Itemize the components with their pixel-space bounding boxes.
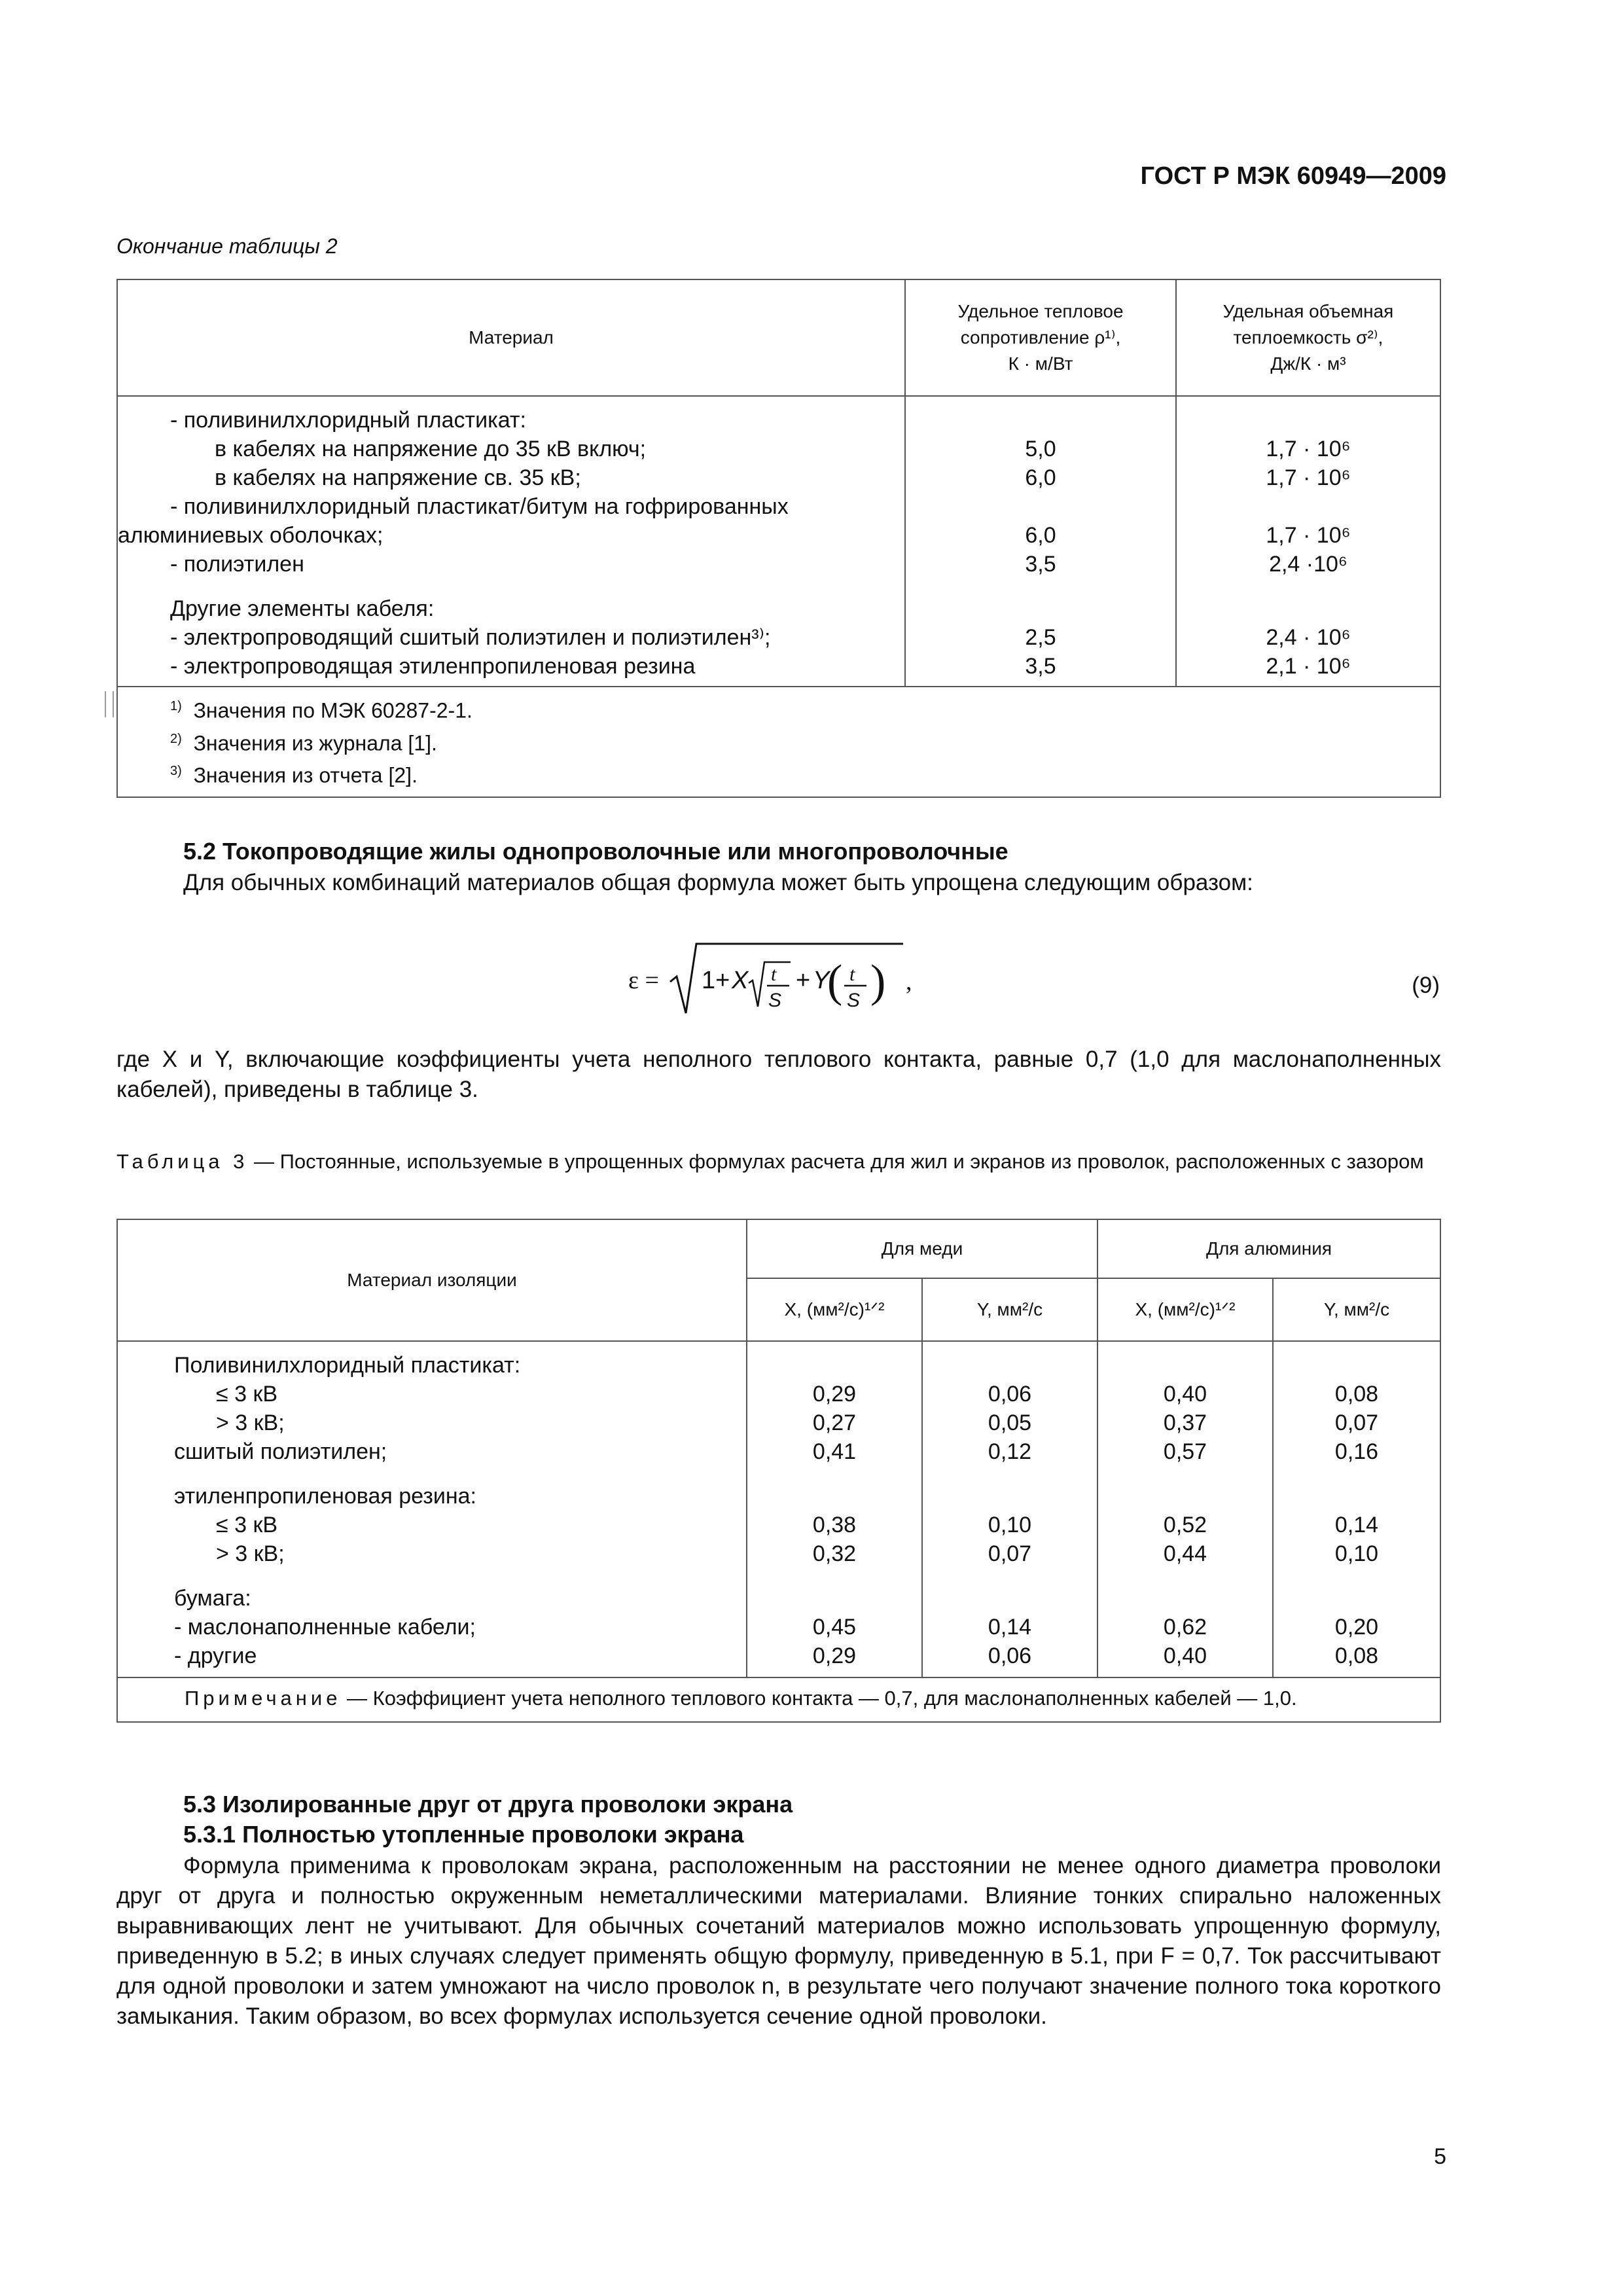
table-gap xyxy=(1098,1466,1272,1482)
table-value: 2,5 xyxy=(1025,625,1056,650)
table-text-line: Поливинилхлоридный пластикат: xyxy=(174,1353,521,1378)
note-text: — Коэффициент учета неполного теплового контакта — 0,7, для маслонаполненных кабелей — 1,0. xyxy=(341,1687,1297,1710)
table-text-line: ≤ 3 кВ xyxy=(216,1513,278,1537)
header-capacity-line: теплоемкость σ²⁾, xyxy=(1233,327,1383,348)
table-2 xyxy=(116,279,1441,798)
table2-header-capacity xyxy=(1176,279,1440,396)
table-value: 2,4 ·10⁶ xyxy=(1269,552,1347,577)
table3-note xyxy=(117,1677,1440,1722)
table3-al-y-column xyxy=(1273,1341,1440,1677)
footnote xyxy=(170,692,1440,725)
formula-one: 1+ xyxy=(702,967,730,994)
table-text-line: > 3 кВ; xyxy=(216,1410,285,1435)
footnote xyxy=(170,757,1440,790)
table-value: 3,5 xyxy=(1025,552,1056,577)
table-value: 0,05 xyxy=(988,1410,1032,1435)
table-text-line xyxy=(118,579,904,594)
table2-resistivity-column xyxy=(905,396,1176,687)
table3-cu-x-column xyxy=(747,1341,922,1677)
table-value: 0,57 xyxy=(1163,1439,1207,1464)
header-material-text: Материал xyxy=(469,327,554,348)
table-gap xyxy=(118,1568,746,1584)
table2-material-column xyxy=(117,396,905,687)
table-value: 6,0 xyxy=(1025,523,1056,548)
table-text-line: - поливинилхлоридный пластикат/битум на гофрированных xyxy=(170,494,789,519)
table-value: 0,20 xyxy=(1334,1615,1379,1640)
formula-comma: , xyxy=(906,968,912,996)
table-value: 0,32 xyxy=(812,1541,857,1566)
header-aluminium-text: Для алюминия xyxy=(1206,1238,1332,1259)
table-value xyxy=(906,594,1175,623)
table-value xyxy=(923,1584,1097,1613)
table-text-line: - электропроводящая этиленпропиленовая резина xyxy=(170,654,696,679)
table-value: 2,1 · 10⁶ xyxy=(1266,654,1351,679)
note-label: Примечание xyxy=(185,1687,342,1710)
footnote-text: Значения из отчета [2]. xyxy=(193,763,418,787)
table-value: 0,07 xyxy=(988,1541,1032,1566)
table-value: 0,62 xyxy=(1163,1615,1207,1640)
formula-t2: t xyxy=(849,963,855,985)
section-5-3-1-heading: 5.3.1 Полностью утопленные проволоки экрана xyxy=(183,1821,744,1848)
table-value: 0,06 xyxy=(988,1382,1032,1407)
page-number: 5 xyxy=(1434,2144,1446,2169)
table-value: 2,4 · 10⁶ xyxy=(1266,625,1351,650)
table-gap xyxy=(1098,1568,1272,1584)
table3-header-al-y: Y, мм²/с xyxy=(1273,1278,1440,1341)
section-5-3-heading: 5.3 Изолированные друг от друга проволоки экрана xyxy=(183,1791,793,1818)
table-value xyxy=(906,579,1175,594)
header-resistivity-line: сопротивление ρ¹⁾, xyxy=(960,327,1121,348)
header-material-text: Материал изоляции xyxy=(347,1270,517,1290)
table-value: 0,12 xyxy=(988,1439,1032,1464)
table-value: 0,14 xyxy=(988,1615,1032,1640)
table-value: 0,44 xyxy=(1163,1541,1207,1566)
formula-s: S xyxy=(768,990,782,1011)
table-value xyxy=(1098,1351,1272,1380)
table3-material-column xyxy=(117,1341,747,1677)
header-resistivity-line: К · м/Вт xyxy=(1008,353,1073,374)
table3-header-aluminium xyxy=(1097,1219,1440,1278)
table-value xyxy=(1274,1584,1440,1613)
table3-header-copper xyxy=(747,1219,1097,1278)
table-value xyxy=(923,1482,1097,1511)
table-value xyxy=(1274,1482,1440,1511)
table-value xyxy=(747,1584,921,1613)
footnote-mark: 2) xyxy=(170,731,182,746)
table-text-line: Другие элементы кабеля: xyxy=(170,596,435,621)
table-value: 0,29 xyxy=(812,1643,857,1668)
table3-caption-text: — Постоянные, используемые в упрощенных формулах расчета для жил и экранов из проволок, расположенных с зазором xyxy=(248,1150,1424,1173)
table-gap xyxy=(747,1568,921,1584)
table2-header-material xyxy=(117,279,905,396)
section-5-2-heading: 5.2 Токопроводящие жилы однопроволочные или многопроволочные xyxy=(183,838,1008,865)
table3-header-material xyxy=(117,1219,747,1341)
margin-mark xyxy=(105,691,114,717)
table-text-line: - полиэтилен xyxy=(170,552,304,577)
formula-paren-open: ( xyxy=(827,956,843,1007)
table-value: 0,08 xyxy=(1334,1382,1379,1407)
section-5-2-after: где X и Y, включающие коэффициенты учета неполного теплового контакта, равные 0,7 (1,0 для маслонаполненных кабелей), приведены в таблице 3. xyxy=(116,1047,1441,1102)
table-value: 1,7 · 10⁶ xyxy=(1266,437,1351,461)
table3-header-cu-y: Y, мм²/с xyxy=(922,1278,1097,1341)
table-value: 0,41 xyxy=(812,1439,857,1464)
section-5-3-1-paragraph: Формула применима к проволокам экрана, расположенным на расстоянии не менее одного диаметра проволоки друг от друга и полностью окруженным неметаллическими материалами. Влияние тонких спирально наложенных выравнивающих лент не учитывают. Для обычных сочетаний материалов можно использовать упрощенную формулу, приведенную в 5.2; в иных случаях следует применять общую формулу, приведенную в 5.1, при F = 0,7. Ток рассчитывают для одной проволоки и затем умножают на число проволок n, в результате чего получают значение полного тока короткого замыкания. Таким образом, во всех формулах используется сечение одной проволоки. xyxy=(116,1853,1441,2029)
header-resistivity-line: Удельное тепловое xyxy=(957,301,1124,321)
table3-header-al-x: X, (мм²/с)¹ᐟ² xyxy=(1097,1278,1273,1341)
table-text-line: сшитый полиэтилен; xyxy=(174,1439,387,1464)
table-gap xyxy=(1274,1466,1440,1482)
table-value: 6,0 xyxy=(1025,465,1056,490)
table2-header-resistivity xyxy=(905,279,1176,396)
header-capacity-line: Удельная объемная xyxy=(1222,301,1394,321)
table-value xyxy=(923,1351,1097,1380)
table-value xyxy=(1177,406,1440,435)
footnote xyxy=(170,725,1440,758)
table-text-line: этиленпропиленовая резина: xyxy=(174,1484,476,1509)
table-gap xyxy=(923,1466,1097,1482)
table2-capacity-column xyxy=(1176,396,1440,687)
table-text-line: - другие xyxy=(174,1643,257,1668)
table-text-line: в кабелях на напряжение св. 35 кВ; xyxy=(215,465,581,490)
table-value: 0,40 xyxy=(1163,1643,1207,1668)
document-header: ГОСТ Р МЭК 60949—2009 xyxy=(1140,162,1446,190)
header-copper-text: Для меди xyxy=(881,1238,963,1259)
table-value xyxy=(747,1482,921,1511)
table-value: 0,37 xyxy=(1163,1410,1207,1435)
table-value: 0,08 xyxy=(1334,1643,1379,1668)
table-text-line: - маслонаполненные кабели; xyxy=(174,1615,476,1640)
table3-caption-label: Таблица 3 xyxy=(116,1150,249,1173)
table-value: 0,07 xyxy=(1334,1410,1379,1435)
table-value xyxy=(1177,594,1440,623)
table-value xyxy=(1098,1584,1272,1613)
table-text-line: - поливинилхлоридный пластикат: xyxy=(170,408,526,433)
table-text-line: > 3 кВ; xyxy=(216,1541,285,1566)
table-gap xyxy=(118,1466,746,1482)
formula-number: (9) xyxy=(1412,973,1440,998)
formula-s2: S xyxy=(847,990,861,1011)
table-value: 0,27 xyxy=(812,1410,857,1435)
footnote-mark: 1) xyxy=(170,699,182,713)
footnote-text: Значения по МЭК 60287-2-1. xyxy=(193,698,473,723)
formula-y: Y xyxy=(813,967,830,994)
table-value: 0,45 xyxy=(812,1615,857,1640)
table-value: 3,5 xyxy=(1025,654,1056,679)
table-value: 0,29 xyxy=(812,1382,857,1407)
header-capacity-line: Дж/К · м³ xyxy=(1270,353,1346,374)
table2-footnotes xyxy=(117,687,1440,797)
table3-cu-y-column xyxy=(922,1341,1097,1677)
section-5-2-intro: Для обычных комбинаций материалов общая формула может быть упрощена следующим образом: xyxy=(183,870,1253,895)
table2-caption: Окончание таблицы 2 xyxy=(116,234,338,258)
table-gap xyxy=(923,1568,1097,1584)
table-3 xyxy=(116,1219,1441,1723)
table-value: 0,06 xyxy=(988,1643,1032,1668)
table-value: 0,10 xyxy=(1334,1541,1379,1566)
table-gap xyxy=(1274,1568,1440,1584)
table3-caption xyxy=(116,1148,1441,1175)
table-text-line: алюминиевых оболочках; xyxy=(118,523,383,548)
table-value xyxy=(1274,1351,1440,1380)
formula-x: X xyxy=(732,967,749,994)
footnote-text: Значения из журнала [1]. xyxy=(193,731,437,755)
table-gap xyxy=(747,1466,921,1482)
table3-al-x-column xyxy=(1097,1341,1273,1677)
table-text-line: - электропроводящий сшитый полиэтилен и полиэтилен³⁾; xyxy=(170,625,771,650)
table-value xyxy=(1177,579,1440,594)
footnote-mark: 3) xyxy=(170,764,182,779)
table-value: 0,40 xyxy=(1163,1382,1207,1407)
table-value xyxy=(1098,1482,1272,1511)
table-text-line: ≤ 3 кВ xyxy=(216,1382,278,1407)
table-value xyxy=(906,406,1175,435)
formula-paren-close: ) xyxy=(870,956,886,1007)
formula-t: t xyxy=(771,963,777,985)
formula-9 xyxy=(628,929,916,1028)
formula-epsilon: ε = xyxy=(628,967,659,994)
table-value: 5,0 xyxy=(1025,437,1056,461)
table-value: 0,38 xyxy=(812,1513,857,1537)
table-value: 0,52 xyxy=(1163,1513,1207,1537)
table-value xyxy=(1177,492,1440,521)
table-text-line: в кабелях на напряжение до 35 кВ включ; xyxy=(215,437,647,461)
table-value xyxy=(906,492,1175,521)
table-value xyxy=(747,1351,921,1380)
table3-header-cu-x: X, (мм²/с)¹ᐟ² xyxy=(747,1278,922,1341)
table-value: 1,7 · 10⁶ xyxy=(1266,465,1351,490)
table-value: 1,7 · 10⁶ xyxy=(1266,523,1351,548)
table-value: 0,16 xyxy=(1334,1439,1379,1464)
table-value: 0,10 xyxy=(988,1513,1032,1537)
table-text-line: бумага: xyxy=(174,1586,251,1611)
formula-plus: + xyxy=(796,967,811,994)
table-value: 0,14 xyxy=(1334,1513,1379,1537)
